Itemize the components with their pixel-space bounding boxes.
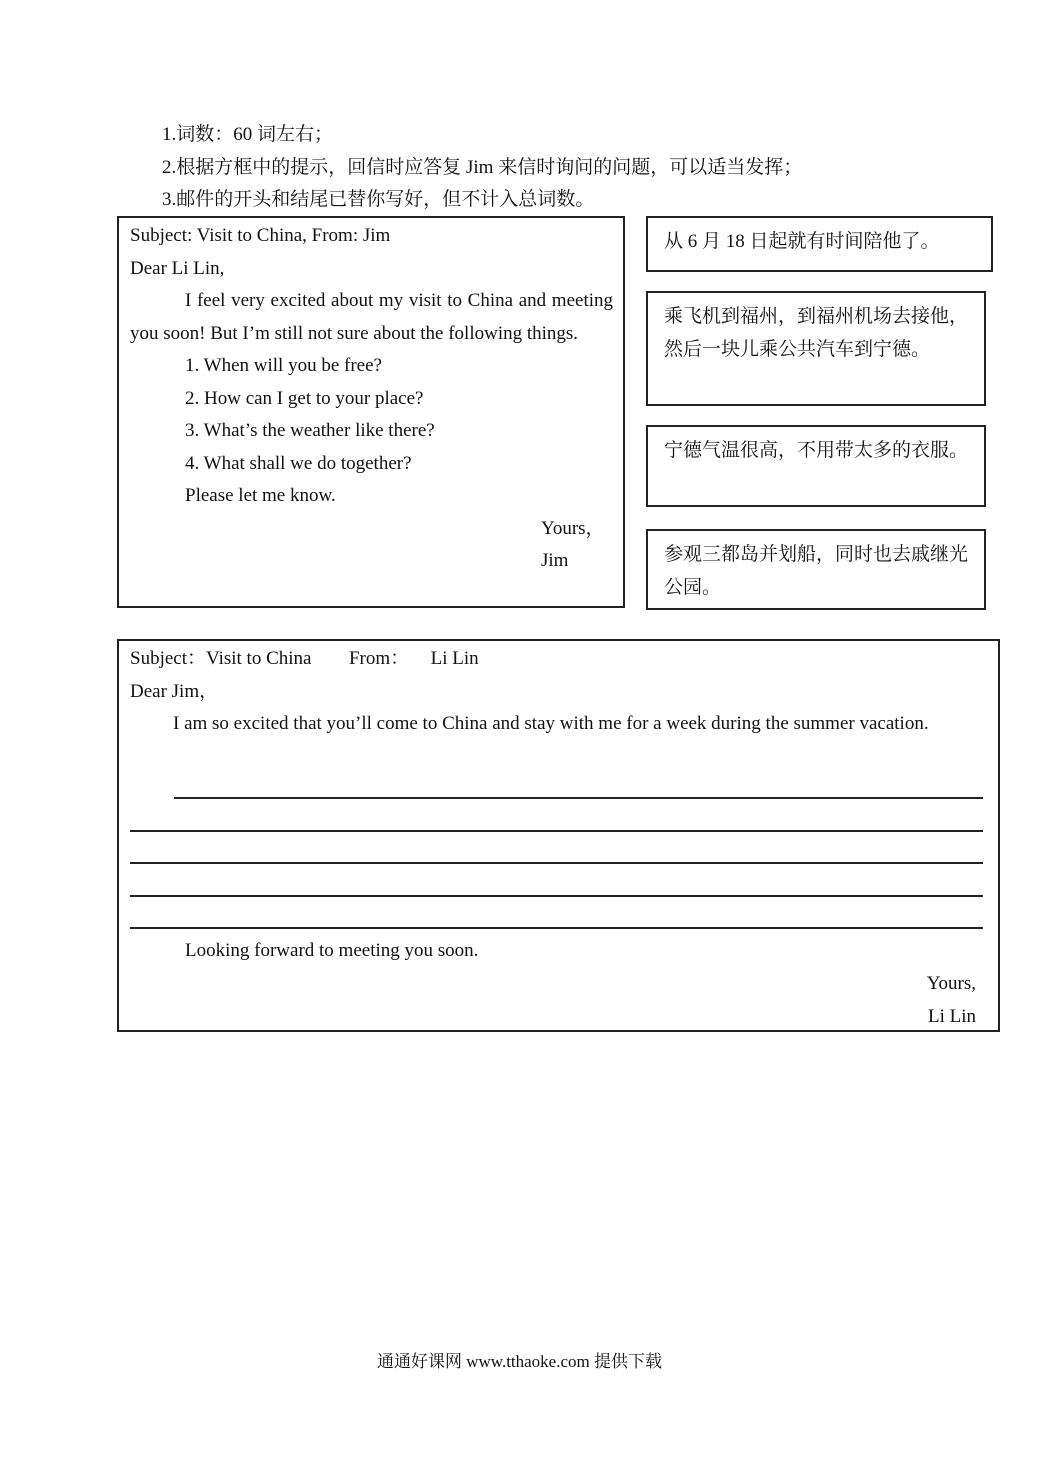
reply-subject-line [130,643,982,676]
reply-closing: Looking forward to meeting you soon. [185,940,479,961]
jim-question-4: 4. What shall we do together? [185,452,412,474]
instruction-2: 2.根据方框中的提示，回信时应答复 Jim 来信时询问的问题，可以适当发挥； [162,156,803,178]
reply-letter-box [117,639,1000,1032]
hint-box-3 [646,425,986,507]
reply-sign-off: Yours, [926,973,976,994]
jim-question-2: 2. How can I get to your place? [185,387,424,409]
writing-line-4[interactable] [130,895,983,897]
reply-sign-block [927,968,976,1033]
jim-subject: Subject: Visit to China, From: Jim [130,225,391,246]
reply-subject: Subject：Visit to China [130,648,312,669]
hint-text-4: 参观三都岛并划船，同时也去戚继光公园。 [664,544,969,598]
instructions [162,119,982,217]
jim-question-1: 1. When will you be free? [185,355,382,376]
jim-greeting: Dear Li Lin, [130,257,225,279]
footer-watermark: 通通好课网 www.tthaoke.com 提供下载 [376,1352,663,1371]
jim-question-3: 3. What’s the weather like there? [185,420,435,441]
reply-from-name: Li Lin [430,648,479,669]
reply-greeting: Dear Jim， [130,680,219,702]
reply-intro: I am so excited that you’ll come to China and stay with me for a week during the summer vacation. [173,713,929,734]
hint-text-2: 乘飞机到福州，到福州机场去接他，然后一块儿乘公共汽车到宁德。 [664,306,969,360]
hint-box-4 [646,529,986,610]
instruction-3: 3.邮件的开头和结尾已替你写好，但不计入总词数。 [162,189,595,210]
jim-letter-box [117,216,625,608]
reply-signature: Li Lin [927,1005,976,1027]
writing-line-3[interactable] [130,862,983,864]
jim-closing-request: Please let me know. [185,485,336,506]
writing-line-2[interactable] [130,830,983,832]
hint-text-3: 宁德气温很高，不用带太多的衣服。 [664,440,969,461]
jim-signature: Jim [541,550,569,571]
writing-line-1[interactable] [174,797,983,799]
writing-line-5[interactable] [130,927,983,929]
hint-text-1: 从 6 月 18 日起就有时间陪他了。 [664,231,940,252]
instruction-1: 1.词数：60 词左右； [162,124,334,145]
jim-body: I feel very excited about my visit to China and meeting you soon! But I’m still not sure about the following things. [130,290,613,344]
hint-box-2 [646,291,986,406]
reply-from-label: From： [348,648,410,669]
hint-box-1 [646,216,993,272]
jim-sign-off: Yours， [541,517,605,539]
